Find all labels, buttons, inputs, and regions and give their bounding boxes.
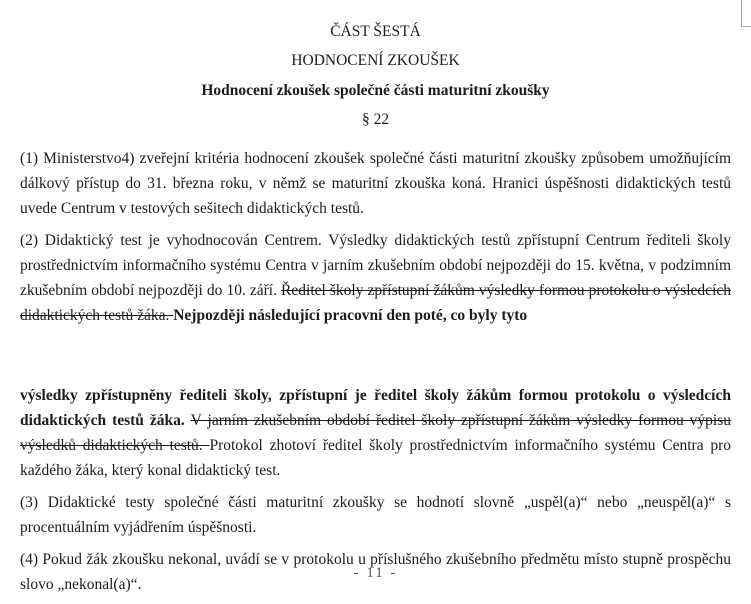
- page-number: - 11 -: [353, 565, 398, 581]
- section-symbol: § 22: [361, 111, 390, 128]
- paragraph-3: [20, 490, 731, 540]
- paragraph-1: [20, 146, 731, 221]
- paragraph-3-text: (3) Didaktické testy společné části maturitní zkoušky se hodnotí slovně „uspěl(a)“ nebo „neuspěl(a)“ s procentuálním vyjádřením úspěšnosti.: [20, 494, 731, 536]
- paragraph-2-continued-inserted-text: výsledky zpřístupněny řediteli školy, zpřístupní je ředitel školy žákům formou protokolu o výsledcích didaktických testů žáka.: [20, 387, 731, 429]
- paragraph-1-text: (1) Ministerstvo4) zveřejní kritéria hodnocení zkoušek společné části maturitní zkoušky způsobem umožňujícím dálkový přístup do 31. března roku, v němž se maturitní zkouška koná. Hranici úspěšnosti didaktických testů uvede Centrum v testových sešitech didaktických testů.: [20, 150, 731, 217]
- document-body: [20, 0, 731, 604]
- part-heading: ČÁST ŠESTÁ: [330, 23, 421, 40]
- paragraph-2-deleted-text: Ředitel školy zpřístupní žákům výsledky formou protokolu o výsledcích didaktických testů žáka.: [20, 282, 731, 324]
- paragraph-2-continued: [20, 383, 731, 483]
- page-break-gap: [20, 335, 731, 383]
- paragraph-2-continued-deleted-text: V jarním zkušebním období ředitel školy zpřístupní žákům výsledky formou výpisu výsledků didaktických testů.: [20, 412, 731, 454]
- chapter-heading: HODNOCENÍ ZKOUŠEK: [291, 52, 460, 69]
- paragraph-4-text: (4) Pokud žák zkoušku nekonal, uvádí se v protokolu u příslušného zkušebního předmětu místo stupně prospěchu slovo „nekonal(a)“.: [20, 551, 731, 593]
- paragraph-2-text: (2) Didaktický test je vyhodnocován Centrem. Výsledky didaktických testů zpřístupní Centrum řediteli školy prostřednictvím informačního systému Centra v jarním zkušebním období nejpozději do 15. května, v podzimním zkušebním období nejpozději do 10. září.: [20, 232, 731, 299]
- paragraph-2-continued-text: Protokol zhotoví ředitel školy prostřednictvím informačního systému Centra pro každého žáka, který konal didaktický test.: [20, 437, 731, 479]
- offscreen-panel-corner: [741, 0, 751, 27]
- paragraph-2: [20, 228, 731, 328]
- section-heading: Hodnocení zkoušek společné části maturitní zkoušky: [201, 82, 550, 99]
- paragraph-2-inserted-text: Nejpozději následující pracovní den poté, co byly tyto: [173, 307, 528, 324]
